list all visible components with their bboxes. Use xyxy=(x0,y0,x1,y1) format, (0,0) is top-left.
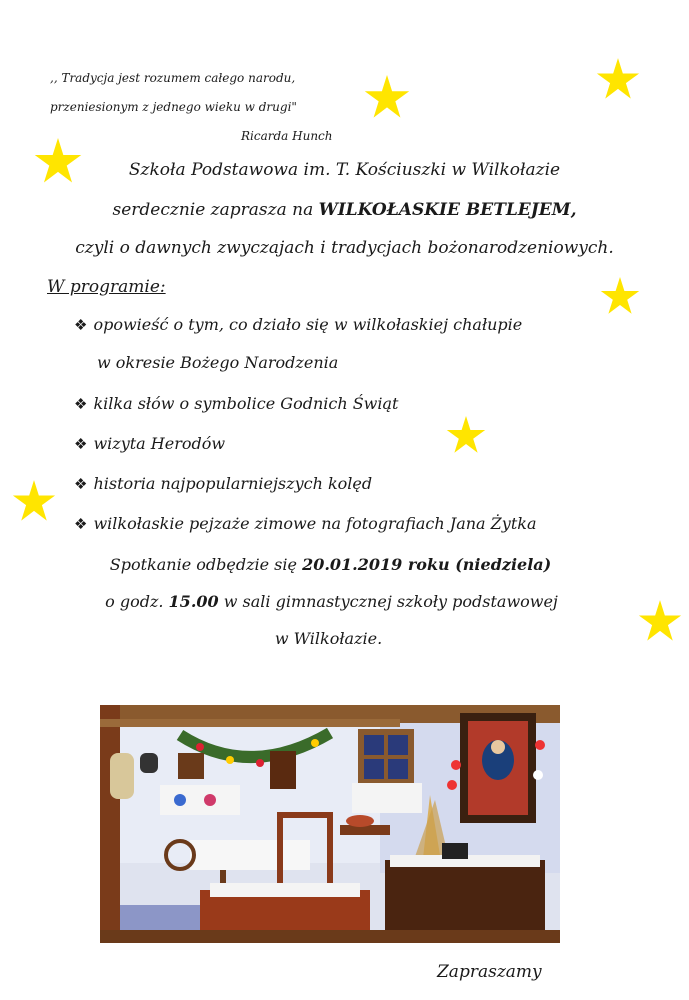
program-item-text: historia najpopularniejszych kolęd xyxy=(93,474,373,493)
star-icon xyxy=(600,277,640,315)
program-item xyxy=(74,396,398,412)
closing-text: Zapraszamy xyxy=(437,962,542,982)
meeting-date-line xyxy=(0,557,675,573)
program-item-text: wilkołaskie pejzaże zimowe na fotografiach Jana Żytka xyxy=(93,514,537,533)
meeting-time-prefix: o godz. xyxy=(105,592,169,611)
bullet-icon: ❖ xyxy=(74,435,88,453)
program-item-continuation: w okresie Bożego Narodzenia xyxy=(97,353,339,372)
meeting-date: 20.01.2019 roku (niedziela) xyxy=(302,555,552,574)
program-item-text: opowieść o tym, co działo się w wilkołaskiej chałupie xyxy=(93,315,523,334)
star-icon xyxy=(446,416,486,454)
meeting-prefix: Spotkanie odbędzie się xyxy=(109,555,303,574)
meeting-time-line xyxy=(0,594,676,610)
quote-author: Ricarda Hunch xyxy=(241,129,333,143)
program-item xyxy=(74,317,522,333)
meeting-time: 15.00 xyxy=(168,592,219,611)
meeting-place-line: w Wilkołazie. xyxy=(274,629,383,648)
school-name: Szkoła Podstawowa im. T. Kościuszki w Wilkołazie xyxy=(128,160,561,180)
program-heading: W programie: xyxy=(47,277,166,297)
quote-line-1: ,, Tradycja jest rozumem całego narodu, xyxy=(50,71,296,85)
chalupa-interior-photo xyxy=(100,705,560,943)
star-icon xyxy=(12,480,56,522)
bullet-icon: ❖ xyxy=(74,475,88,493)
invitation-line xyxy=(0,202,689,219)
program-item xyxy=(74,516,536,532)
program-item xyxy=(74,436,225,452)
invitation-subtitle: czyli o dawnych zwyczajach i tradycjach bożonarodzeniowych. xyxy=(75,238,614,258)
bullet-icon: ❖ xyxy=(74,316,88,334)
program-item-text: kilka słów o symbolice Godnich Świąt xyxy=(93,394,399,413)
bullet-icon: ❖ xyxy=(74,395,88,413)
event-title: WILKOŁASKIE BETLEJEM, xyxy=(318,200,577,220)
quote-line-2: przeniesionym z jednego wieku w drugi" xyxy=(50,100,297,114)
star-icon xyxy=(360,75,414,119)
bullet-icon: ❖ xyxy=(74,515,88,533)
meeting-place: w sali gimnastycznej szkoły podstawowej xyxy=(218,592,558,611)
star-icon xyxy=(596,58,640,100)
program-item-text: wizyta Herodów xyxy=(93,434,226,453)
invitation-prefix: serdecznie zaprasza na xyxy=(112,200,319,220)
program-item xyxy=(74,476,372,492)
